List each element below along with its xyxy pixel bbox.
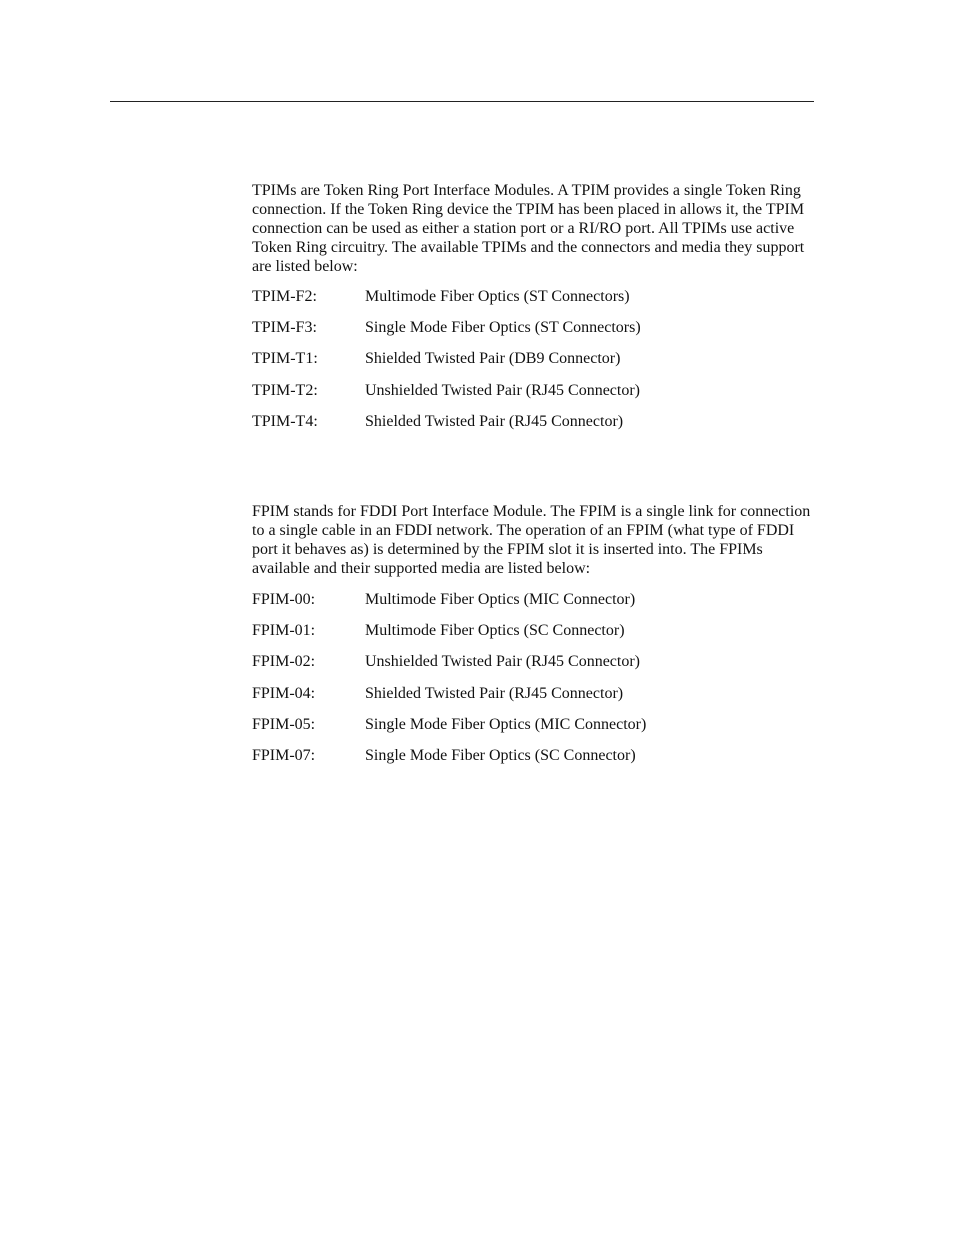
list-item <box>252 318 641 349</box>
module-description: Single Mode Fiber Optics (MIC Connector) <box>365 715 647 733</box>
module-description: Single Mode Fiber Optics (SC Connector) <box>365 746 636 764</box>
module-description: Shielded Twisted Pair (RJ45 Connector) <box>365 412 624 430</box>
list-item <box>252 715 646 746</box>
list-item <box>252 412 641 443</box>
module-code: FPIM-00: <box>252 591 316 608</box>
fpim-intro-paragraph: FPIM stands for FDDI Port Interface Module. The FPIM is a single link for connection to a single cable in an FDDI network. The operation of an FPIM (what type of FDDI port it behaves as) is determined by the FPIM slot it is inserted into. The FPIMs available and their supported media are listed below: <box>252 503 811 577</box>
list-item <box>252 652 646 683</box>
module-description: Multimode Fiber Optics (SC Connector) <box>365 622 625 640</box>
module-code: TPIM-T4: <box>252 412 318 430</box>
list-item <box>252 590 646 621</box>
module-description: Shielded Twisted Pair (RJ45 Connector) <box>365 684 624 702</box>
module-code: FPIM-07: <box>252 746 316 764</box>
tpim-list <box>252 287 641 443</box>
module-code: FPIM-04: <box>252 684 316 702</box>
module-description: Single Mode Fiber Optics (ST Connectors) <box>365 319 641 337</box>
list-item <box>252 684 646 715</box>
module-description: Shielded Twisted Pair (DB9 Connector) <box>365 350 621 368</box>
module-code: TPIM-T1: <box>252 350 318 368</box>
list-item <box>252 287 641 318</box>
list-item <box>252 349 641 380</box>
list-item <box>252 381 641 412</box>
module-code: FPIM-02: <box>252 653 316 671</box>
list-item <box>252 621 646 652</box>
module-description: Unshielded Twisted Pair (RJ45 Connector) <box>365 653 640 671</box>
module-description: Unshielded Twisted Pair (RJ45 Connector) <box>365 381 640 399</box>
tpim-intro-paragraph: TPIMs are Token Ring Port Interface Modules. A TPIM provides a single Token Ring connection. If the Token Ring device the TPIM has been placed in allows it, the TPIM connection can be used as either a station port or a RI/RO port. All TPIMs use active Token Ring circuitry. The available TPIMs and the connectors and media they support are listed below: <box>252 182 805 275</box>
module-code: TPIM-F3: <box>252 319 317 337</box>
module-description: Multimode Fiber Optics (ST Connectors) <box>365 288 630 305</box>
module-code: TPIM-T2: <box>252 381 318 399</box>
fpim-list <box>252 590 646 777</box>
header-rule <box>110 101 814 102</box>
list-item <box>252 746 646 777</box>
module-code: FPIM-01: <box>252 622 316 640</box>
module-code: TPIM-F2: <box>252 288 317 305</box>
module-description: Multimode Fiber Optics (MIC Connector) <box>365 591 636 608</box>
module-code: FPIM-05: <box>252 715 316 733</box>
